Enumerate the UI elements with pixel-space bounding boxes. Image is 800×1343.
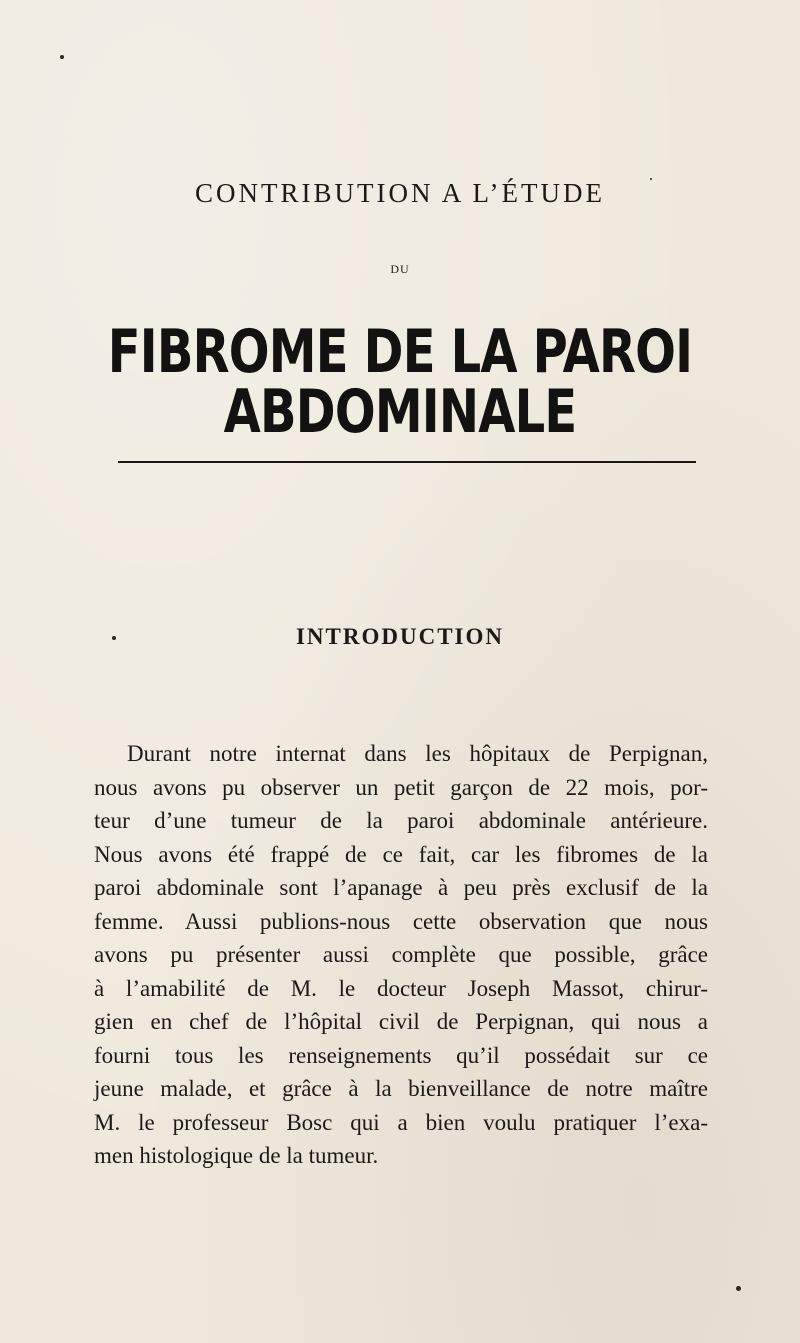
paper-speck	[650, 178, 652, 180]
title-connector: DU	[390, 262, 410, 276]
paragraph-line: teur d’une tumeur de la paroi abdominale antérieure.	[94, 808, 708, 833]
paragraph-line: femme. Aussi publions-nous cette observation que nous	[94, 908, 708, 934]
paragraph-line: M. le professeur Bosc qui a bien voulu pratiquer l’exa-	[94, 1109, 708, 1135]
main-title: CONTRIBUTION A L’ÉTUDE	[195, 178, 605, 208]
paragraph-line: fourni tous les renseignements qu’il possédait sur ce	[94, 1042, 708, 1068]
paragraph-line: avons pu présenter aussi complète que possible, grâce	[94, 942, 708, 967]
paper-speck	[736, 1286, 741, 1291]
paragraph-line: Durant notre internat dans les hôpitaux de Perpignan,	[127, 741, 708, 766]
paragraph-line: jeune malade, et grâce à la bienveillance de notre maître	[94, 1076, 708, 1101]
paper-speck	[112, 636, 116, 640]
paragraph-line: à l’amabilité de M. le docteur Joseph Massot, chirur-	[94, 975, 708, 1001]
section-heading: INTRODUCTION	[295, 624, 505, 649]
paragraph-line: Nous avons été frappé de ce fait, car les fibromes de la	[94, 841, 708, 867]
banner-title: FIBROME DE LA PAROI ABDOMINALE	[107, 317, 693, 447]
paper-speck	[60, 55, 64, 59]
horizontal-rule	[118, 461, 696, 463]
paragraph-line: men histologique de la tumeur.	[94, 1143, 379, 1168]
paragraph-line: paroi abdominale sont l’apanage à peu près exclusif de la	[94, 875, 708, 900]
introduction-paragraph	[94, 737, 708, 1173]
paragraph-line: nous avons pu observer un petit garçon de 22 mois, por-	[94, 774, 708, 800]
paragraph-line: gien en chef de l’hôpital civil de Perpignan, qui nous a	[94, 1009, 708, 1034]
